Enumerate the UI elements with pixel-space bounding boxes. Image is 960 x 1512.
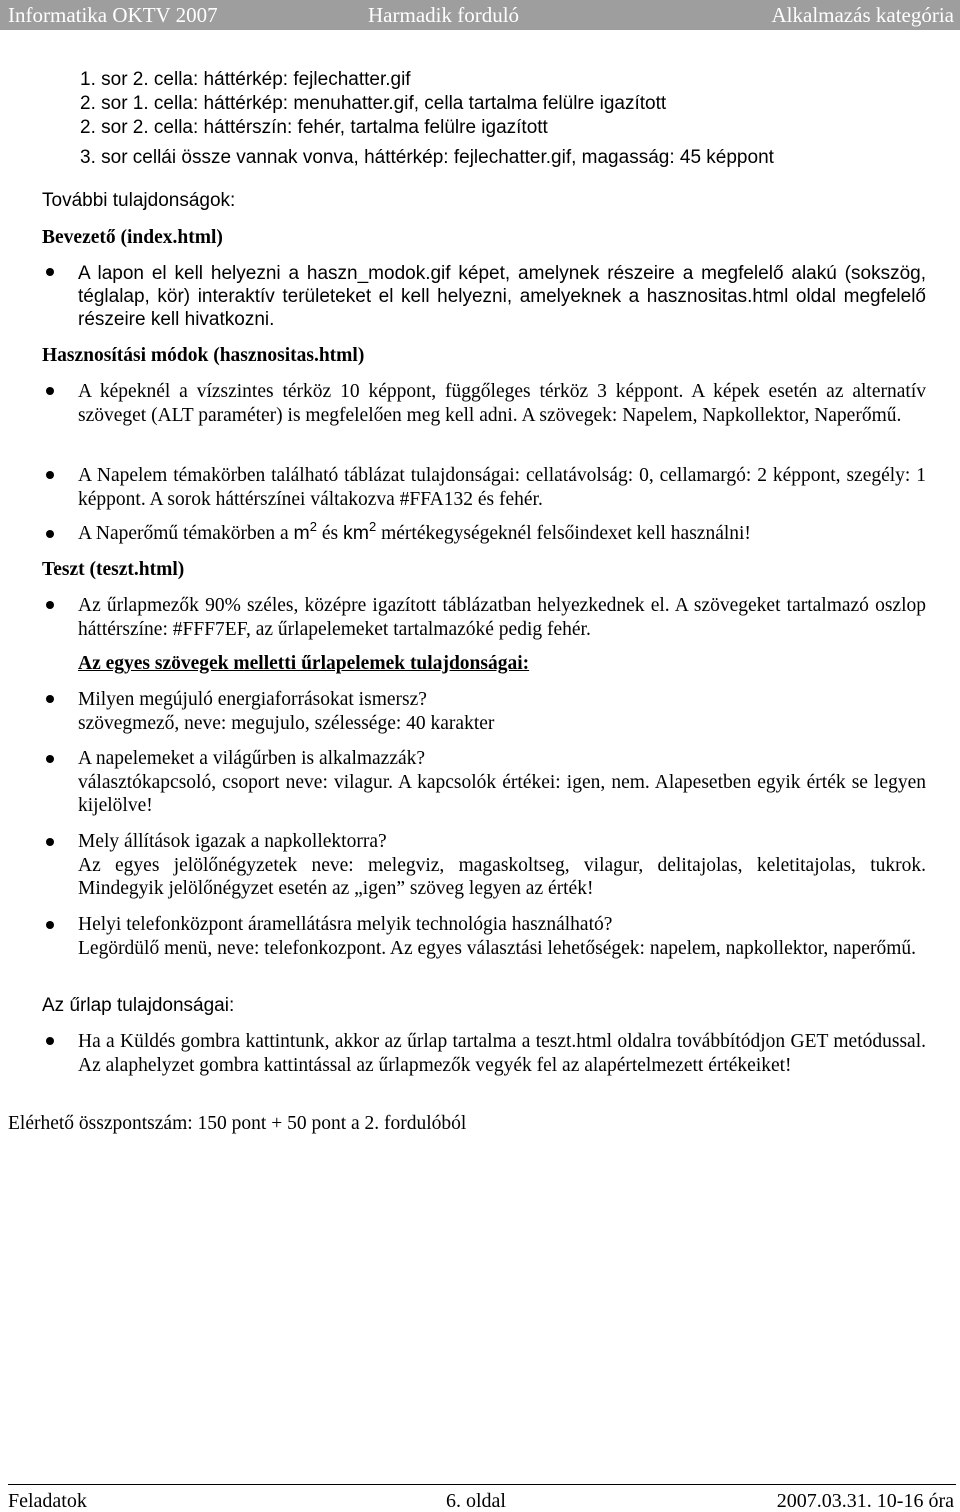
header-center: Harmadik forduló [368,3,520,27]
teszt-subheading: Az egyes szövegek melletti űrlapelemek tulajdonságai: [78,653,530,674]
question-3 [78,830,926,901]
intro-line: 3. sor cellái össze vannak vonva, háttérkép: fejlechatter.gif, magasság: 45 képpont [80,147,774,168]
header-right: Alkalmazás kategória [771,3,954,27]
intro-line: 2. sor 1. cella: háttérkép: menuhatter.gif, cella tartalma felülre igazított [80,93,667,114]
question-3-desc: Az egyes jelölőnégyzetek neve: melegviz, magaskoltseg, vilagur, delitajolas, keletitajolas, tukrok. Mindegyik jelölőnégyzet esetén az „igen” szöveg legyen az érték! [78,854,926,899]
question-1-title: Milyen megújuló energiaforrásokat ismersz? [78,689,427,710]
intro-line: 1. sor 2. cella: háttérkép: fejlechatter.gif [80,69,411,90]
question-2-desc: választókapcsoló, csoport neve: vilagur. A kapcsolók értékei: igen, nem. Alapesetben egyik érték se legyen kijelölve! [78,771,926,816]
footer-divider [8,1484,956,1485]
further-props-label: További tulajdonságok: [42,190,236,211]
hasznositas-bullet-3 [78,518,926,546]
question-4 [78,913,926,960]
footer-left: Feladatok [8,1490,87,1512]
total-points: Elérhető összpontszám: 150 pont + 50 pont a 2. fordulóból [8,1113,467,1134]
page-header [0,0,960,30]
question-2-title: A napelemeket a világűrben is alkalmazzák? [78,748,426,769]
form-props-bullet-1: Ha a Küldés gombra kattintunk, akkor az űrlap tartalma a teszt.html oldalra továbbítódjon GET metódussal. Az alaphelyzet gombra kattintással az űrlapmezők vegyék fel az alapértelmezett értékeiket! [78,1031,926,1076]
b3-part-b: mértékegységeknél felsőindexet kell használni! [376,523,751,544]
question-4-desc: Legördülő menü, neve: telefonkozpont. Az egyes választási lehetőségek: napelem, napkollektor, naperőmű. [78,937,916,959]
hasznositas-bullet-2: A Napelem témakörben található táblázat tulajdonságai: cellatávolság: 0, cellamargó: 2 képpont, szegély: 1 képpont. A sorok háttérszínei váltakozva #FFA132 és fehér. [78,465,926,510]
bullet-icon [46,921,54,929]
teszt-heading: Teszt (teszt.html) [42,559,185,580]
bullet-icon [46,695,54,703]
header-left: Informatika OKTV 2007 [8,3,218,27]
bullet-icon [46,1037,54,1045]
bullet-icon [46,387,54,395]
question-4-title: Helyi telefonközpont áramellátásra melyik technológia használható? [78,914,613,935]
unit-m: m [293,522,310,544]
hasznositas-bullet-1: A képeknél a vízszintes térköz 10 képpont, függőleges térköz 3 képpont. A képek esetén az alternatív szöveget (ALT paraméter) is megfelelően meg kell adni. A szövegek: Napelem, Napkollektor, Naperőmű. [78,381,926,426]
bullet-icon [46,268,54,276]
b3-and: és [317,523,343,544]
unit-m-sup: 2 [309,518,317,534]
bevezeto-bullet-1: A lapon el kell helyezni a haszn_modok.gif képet, amelynek részeire a megfelelő alakú (sokszög, téglalap, kör) interaktív területeket el kell helyezni, amelyeknek a hasznositas.html oldal megfelelő részeire kell hivatkozni. [78,263,926,330]
bullet-icon [46,471,54,479]
bullet-icon [46,755,54,763]
question-3-title: Mely állítások igazak a napkollektorra? [78,831,387,852]
footer-right: 2007.03.31. 10-16 óra [776,1490,954,1512]
unit-km-sup: 2 [369,518,377,534]
b3-part-a: A Naperőmű témakörben a [78,523,294,544]
form-props-heading: Az űrlap tulajdonságai: [42,995,235,1016]
bullet-icon [46,530,54,538]
bullet-icon [46,601,54,609]
question-1-desc: szövegmező, neve: megujulo, szélessége: 40 karakter [78,712,495,734]
intro-list [80,68,940,170]
teszt-bullet-1: Az űrlapmezők 90% széles, középre igazított táblázatban helyezkednek el. A szövegeket tartalmazó oszlop háttérszíne: #FFF7EF, az űrlapelemeket tartalmazóké pedig fehér. [78,595,926,640]
intro-line: 2. sor 2. cella: háttérszín: fehér, tartalma felülre igazított [80,117,548,138]
footer-center: 6. oldal [446,1490,506,1512]
bullet-icon [46,838,54,846]
unit-km: km [343,522,369,544]
hasznositas-heading: Hasznosítási módok (hasznositas.html) [42,345,365,366]
question-2 [78,747,926,818]
question-1 [78,688,926,735]
bevezeto-heading: Bevezető (index.html) [42,227,223,248]
